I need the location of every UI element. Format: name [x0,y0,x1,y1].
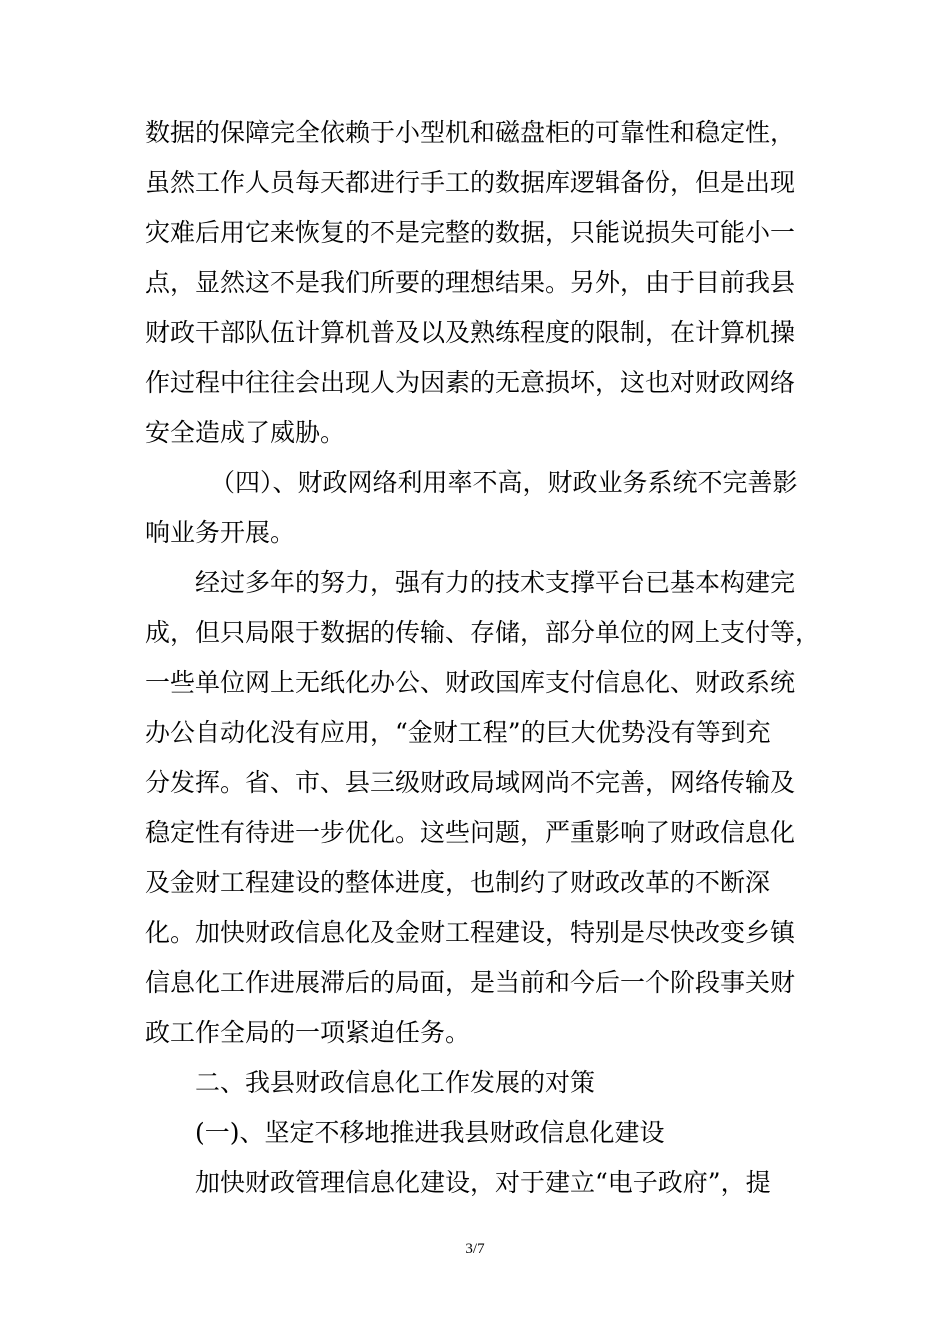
paragraph-line: 安全造成了威胁。 [145,418,346,447]
paragraph-line: 经过多年的努力，强有力的技术支撑平台已基本构建完 [195,568,796,597]
paragraph-line: 数据的保障完全依赖于小型机和磁盘柜的可靠性和稳定性， [145,118,796,147]
paragraph-line: 信息化工作进展滞后的局面，是当前和今后一个阶段事关财 [145,968,796,997]
paragraph-line: 办公自动化没有应用，“金财工程”的巨大优势没有等到充 [145,718,771,747]
section-heading-line: （四）、财政网络利用率不高，财政业务系统不完善影 [210,468,798,497]
paragraph-line: 加快财政管理信息化建设，对于建立“电子政府”，提 [195,1168,771,1197]
paragraph-line: 政工作全局的一项紧迫任务。 [145,1018,471,1047]
paragraph-line: 点，显然这不是我们所要的理想结果。另外，由于目前我县 [145,268,796,297]
paragraph-line: 虽然工作人员每天都进行手工的数据库逻辑备份，但是出现 [145,168,796,197]
paragraph-line: 一些单位网上无纸化办公、财政国库支付信息化、财政系统 [145,668,796,697]
paragraph-line: 财政干部队伍计算机普及以及熟练程度的限制，在计算机操 [145,318,796,347]
paragraph-line: 化。加快财政信息化及金财工程建设，特别是尽快改变乡镇 [145,918,796,947]
paragraph-line: 成，但只局限于数据的传输、存储，部分单位的网上支付等， [145,618,821,647]
section-heading-line: 响业务开展。 [145,518,296,547]
paragraph-line: 作过程中往往会出现人为因素的无意损坏，这也对财政网络 [145,368,796,397]
paragraph-line: 及金财工程建设的整体进度，也制约了财政改革的不断深 [145,868,771,897]
paragraph-line: 稳定性有待进一步优化。这些问题，严重影响了财政信息化 [145,818,796,847]
subsection-heading: (一)、坚定不移地推进我县财政信息化建设 [195,1118,665,1147]
paragraph-line: 灾难后用它来恢复的不是完整的数据，只能说损失可能小一 [145,218,796,247]
paragraph-line: 分发挥。省、市、县三级财政局域网尚不完善，网络传输及 [145,768,796,797]
section-heading: 二、我县财政信息化工作发展的对策 [195,1068,596,1097]
page-number: 3/7 [465,1241,485,1257]
